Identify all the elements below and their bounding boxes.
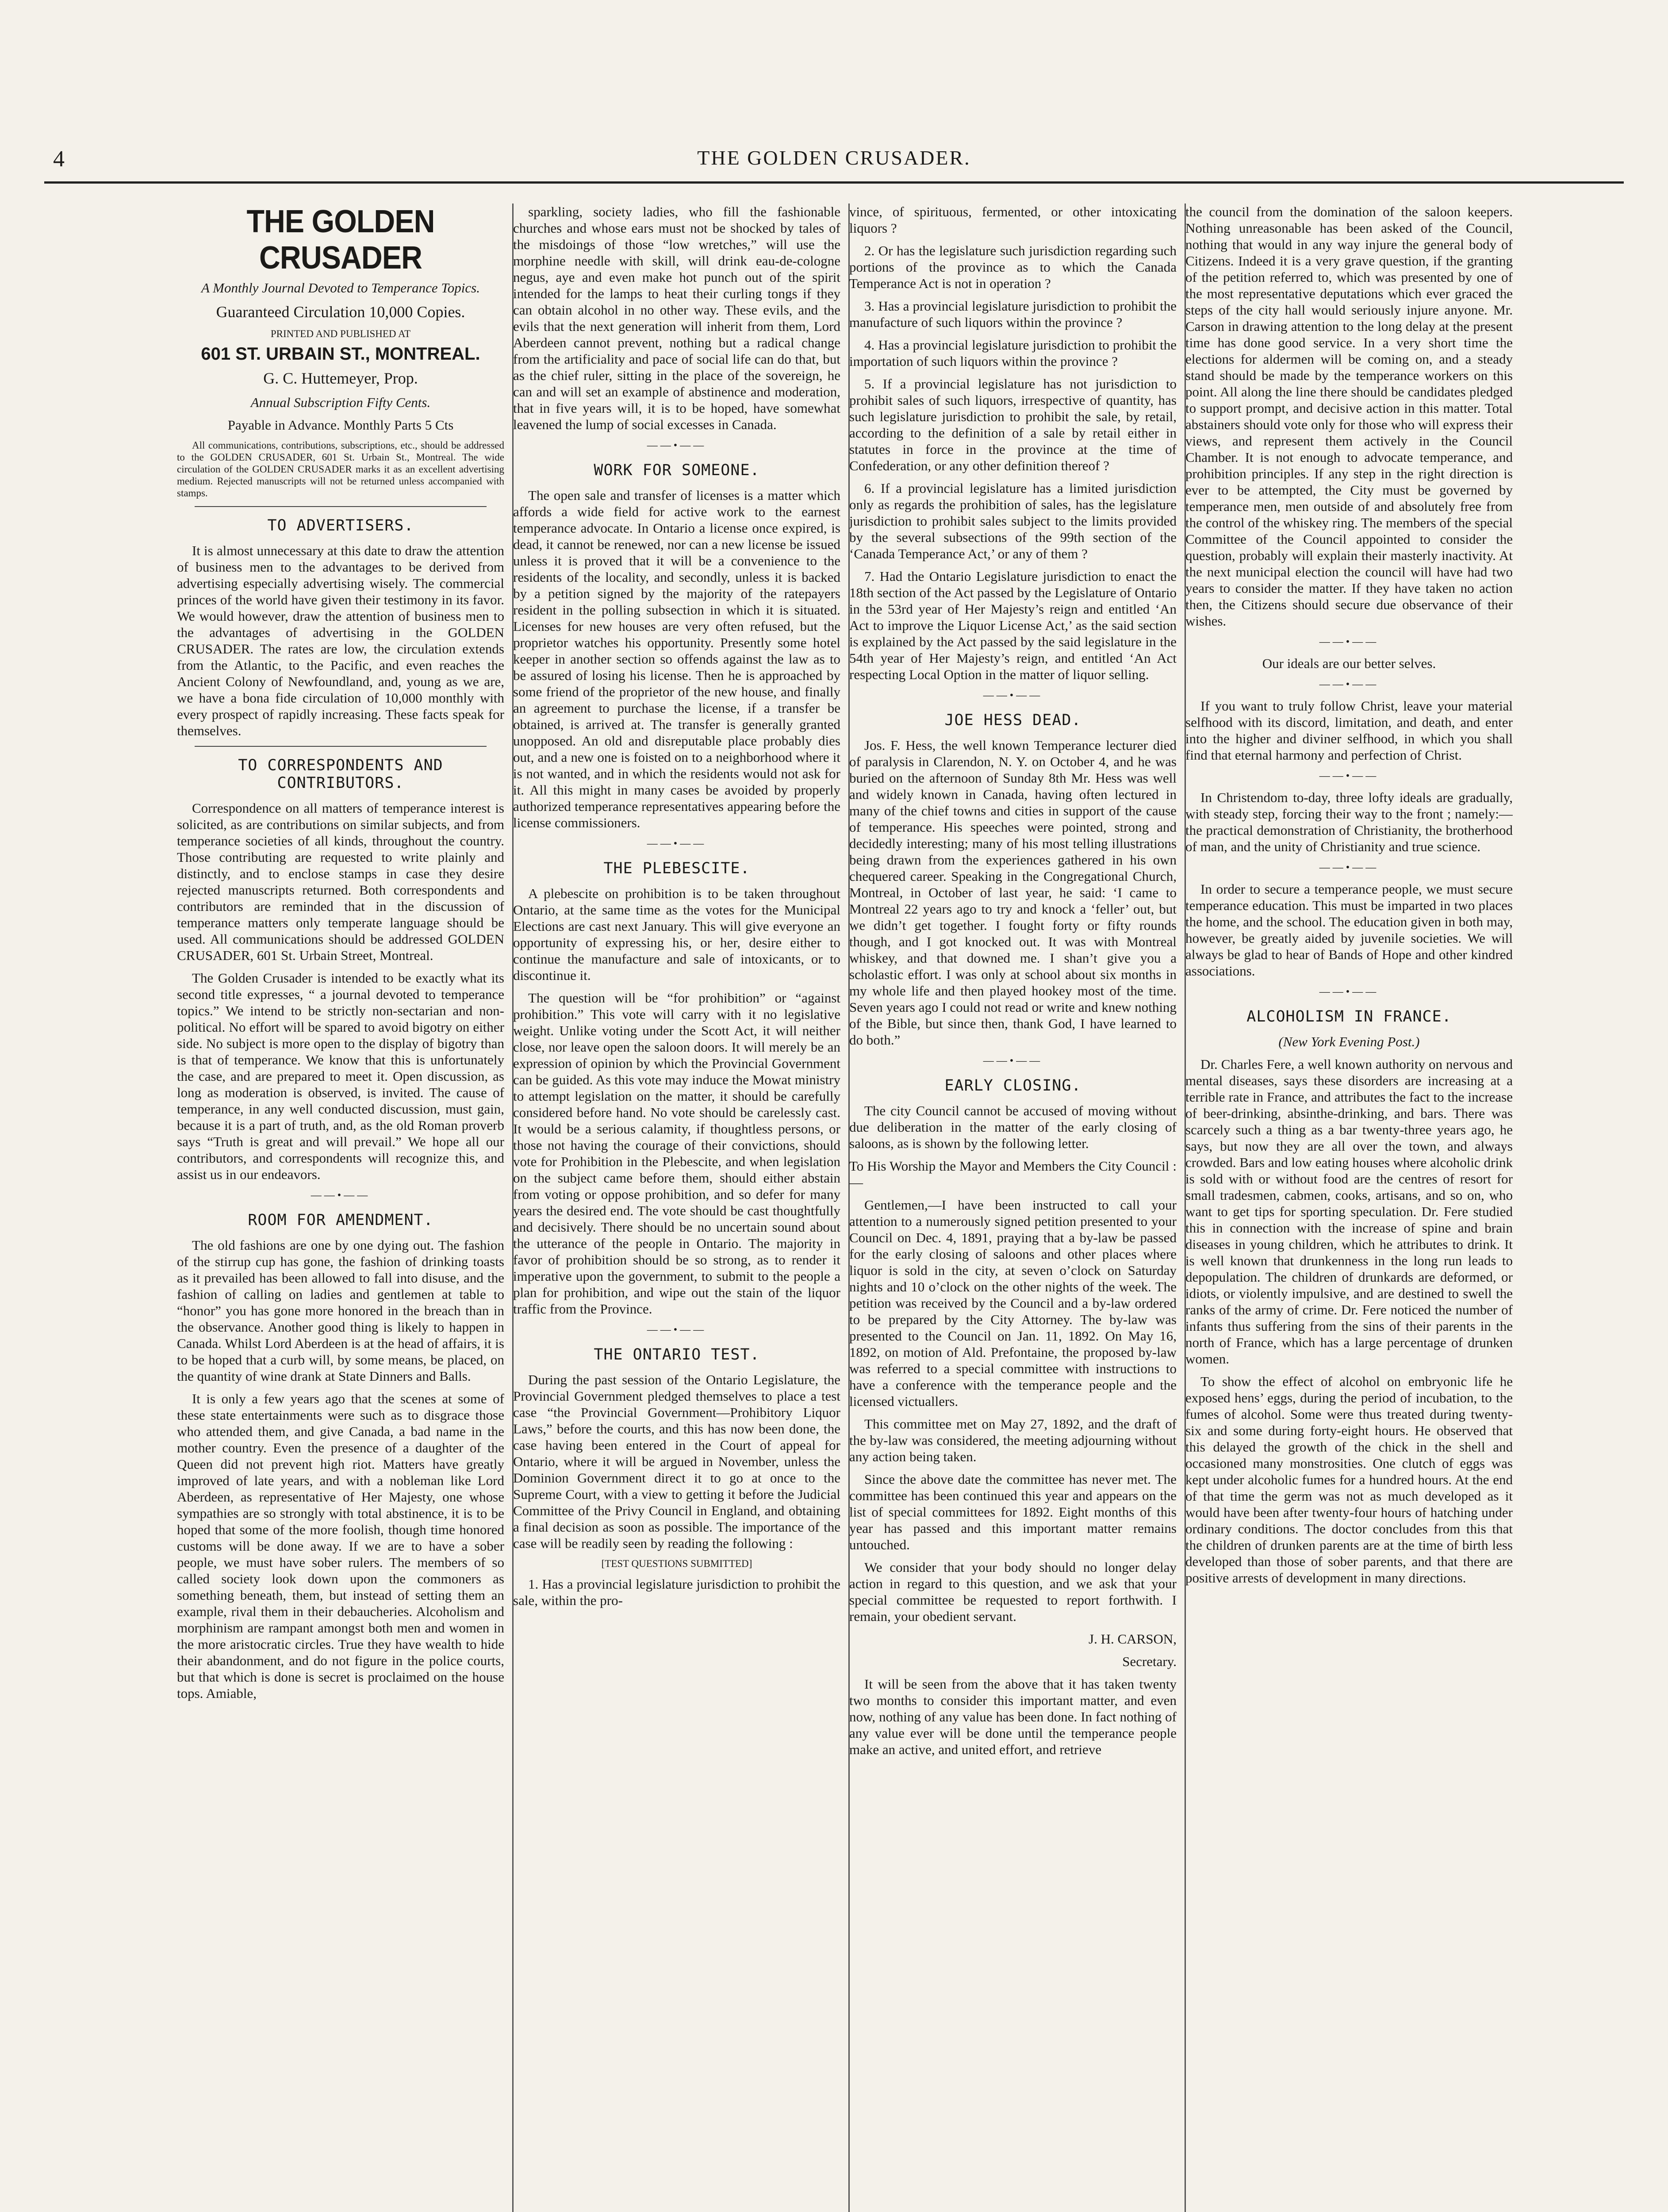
ornament: ——•—— xyxy=(1319,679,1379,690)
ornament: ——•—— xyxy=(311,1190,371,1201)
france-text: To show the effect of alcohol on embryonic life he exposed hens’ eggs, during the period of incubation, to the fumes of alcohol. Some were thus treated during twenty-six and some during forty-eight hours. He observed that this delayed the growth of the chick in the shell and occasioned many monstrosities. One clutch of eggs was kept under alcoholic fumes for a hundred hours. At the end of that time the germ was not as much developed as it would have been after twenty-four hours of hatching under ordinary conditions. The doctor concludes from this that the children of drunken parents are at the time of birth less developed than those of sober parents, and that there are positive arrests of development in many directions. xyxy=(1185,1374,1513,1586)
correspondents-heading: TO CORRESPONDENTS AND CONTRIBUTORS. xyxy=(238,757,443,792)
early-closing-text: We consider that your body should no longer delay action in regard to this question, and we ask that your special committee be requested to report forthwith. I remain, your obedient servant. xyxy=(849,1559,1177,1624)
masthead-subtitle: A Monthly Journal Devoted to Temperance Topics. xyxy=(201,280,480,296)
plebescite-text: A plebescite on prohibition is to be taken throughout Ontario, at the same time as the votes for the Municipal Elections are cast next January. This will give everyone an opportunity of expressing his, or her, desire either to continue the manufacture and sale of intoxicants, or to discontinue it. xyxy=(513,886,840,983)
divider xyxy=(195,506,487,507)
signature-title: Secretary. xyxy=(1122,1654,1177,1669)
plebescite-heading: THE PLEBESCITE. xyxy=(603,860,750,877)
christendom-text: In Christendom to-day, three lofty ideals are gradually, with steady step, forcing their way to the front ; namely:—the practical demonstration of Christianity, the brotherhood of man, and the unity of Christianity and true science. xyxy=(1185,790,1513,854)
ornament: ——•—— xyxy=(1319,770,1379,782)
printed-by: PRINTED AND PUBLISHED AT xyxy=(270,328,411,339)
ontario-test-text: During the past session of the Ontario Legislature, the Provincial Government pledged themselves to place a test case “the Provincial Government—Prohibitory Liquor Laws,” before the courts, and this has now been done, the case having been entered in the Court of appeal for Ontario, where it will be argued in November, unless the Dominion Government direct it to go at once to the Supreme Court, with a view to getting it before the Judicial Committee of the Privy Council in England, and obtaining a final decision as soon as possible. The importance of the case will be readily seen by reading the following : xyxy=(513,1372,840,1551)
early-closing-text: This committee met on May 27, 1892, and the draft of the by-law was considered, the meeting adjourning without any action being taken. xyxy=(849,1416,1177,1464)
ornament: ——•—— xyxy=(647,838,707,849)
ornament: ——•—— xyxy=(647,1324,707,1336)
work-text: The open sale and transfer of licenses is a matter which affords a wide field for active work to the earnest temperance advocate. In Ontario a license once expired, is dead, it cannot be renewed, nor can a new license be issued unless it is proved that it will be a convenience to the residents of the locality, and secondly, unless it is backed by a petition signed by the majority of the ratepayers resident in the polling subsection in which it is situated. Licenses for new houses are very often refused, but the proprietor watches his opportunity. Presently some hotel keeper in another section so offends against the law as to be assured of losing his license. Then he is approached by some friend of the proprietor of the new house, and finally an agreement to purchase the license, if a transfer be obtained, is arrived at. The transfer is generally granted unopposed. An old and disreputable place probably dies out, and a new one is foisted on to a neighborhood where it is not wanted, and in which the residents would not ask for it. All this might in many cases be avoided by properly authorized temperance representatives appearing before the license commissioners. xyxy=(513,488,840,830)
hess-heading: JOE HESS DEAD. xyxy=(944,711,1081,729)
ornament: ——•—— xyxy=(983,690,1043,701)
education-text: In order to secure a temperance people, we must secure temperance education. This must be imparted in two places the home, and the school. The education given in both may, however, be greatly aided by juvenile societies. We will always be glad to hear of Bands of Hope and other kindred associations. xyxy=(1185,881,1513,979)
correspondents-text: Correspondence on all matters of temperance interest is solicited, as are contributions on similar subjects, and from temperance societies of all kinds, throughout the country. Those contributing are requested to write plainly and distinctly, and to enclose stamps in case they desire rejected manuscripts returned. Both correspondents and contributors are reminded that in the discussion of temperance matters only temperate language should be used. All communications should be addressed GOLDEN CRUSADER, 601 St. Urbain Street, Montreal. xyxy=(177,800,504,963)
signature-name: J. H. CARSON, xyxy=(1089,1631,1177,1647)
question-5: 5. If a provincial legislature has not jurisdiction to prohibit sales of such liquors, irrespective of quantity, has such legislature jurisdiction to prohibit the sale, by retail, according to the definition of a sale by retail either in statutes in force in the province at the time of Confederation, or any other definition thereof ? xyxy=(849,376,1177,473)
ornament: ——•—— xyxy=(1319,862,1379,873)
ontario-test-heading: THE ONTARIO TEST. xyxy=(594,1346,760,1363)
column-1 xyxy=(177,204,504,2212)
ornament: ——•—— xyxy=(983,1055,1043,1067)
page-number: 4 xyxy=(53,146,65,172)
ornament: ——•—— xyxy=(1319,986,1379,998)
ideals-line: Our ideals are our better selves. xyxy=(1262,656,1436,671)
advertisers-heading: TO ADVERTISERS. xyxy=(267,517,414,534)
amendment-heading: ROOM FOR AMENDMENT. xyxy=(248,1211,433,1229)
question-1-cont: vince, of spirituous, fermented, or other intoxicating liquors ? xyxy=(849,204,1177,236)
page-header xyxy=(44,146,1624,184)
masthead-notes: All communications, contributions, subscriptions, etc., should be addressed to the GOLDEN CRUSADER, 601 St. Urbain St., Montreal. The wide circulation of the GOLDEN CRUSADER marks it as an excellent advertising medium. Rejected manuscripts will not be returned unless accompanied with stamps. xyxy=(177,440,504,499)
early-closing-text: Since the above date the committee has never met. The committee has been continued this year and appears on the list of special committees for 1892. Eight months of this year has passed and this important matter remains untouched. xyxy=(849,1471,1177,1552)
intro-text: The Golden Crusader is intended to be exactly what its second title expresses, “ a journal devoted to temperance topics.” We intend to be strictly non-sectarian and non-political. No effort will be spared to avoid bigotry on either side. No subject is more open to the display of bigotry than is that of temperance. We know that this is unfortunately the case, and are prepared to meet it. Open discussion, as long as moderation is observed, is invited. The cause of temperance, in any well conducted discussion, must gain, because it is a part of truth, and, as the old Roman proverb says “Truth is great and will prevail.” We hope all our contributors, and correspondents will recognize this, and assist us in our endeavors. xyxy=(177,970,504,1182)
ornament: ——•—— xyxy=(1319,636,1379,648)
ornament: ——•—— xyxy=(647,440,707,451)
early-closing-salutation: To His Worship the Mayor and Members the City Council :— xyxy=(849,1158,1177,1190)
continued-text: sparkling, society ladies, who fill the fashionable churches and whose ears must not be shocked by tales of the misdoings of those “low wretches,” will use the morphine needle with skill, will drink eau-de-cologne negus, aye and even make hot punch out of the spirit intended for the lamps to heat their curling tongs if they can obtain alcohol in no other way. These evils, and the evils that the next generation will inherit from them, Lord Aberdeen cannot prevent, nothing but a radical change from the artificiality and pace of social life can do that, but as the chief ruler, sitting in the place of the sovereign, he can and will set an example of abstinence and moderation, that in five years will, it is to be hoped, have somewhat leavened the lump of social excesses in Canada. xyxy=(513,204,840,432)
france-heading: ALCOHOLISM IN FRANCE. xyxy=(1246,1008,1452,1025)
running-title: THE GOLDEN CRUSADER. xyxy=(697,146,971,169)
publisher-address: 601 ST. URBAIN ST., MONTREAL. xyxy=(201,344,480,364)
column-2 xyxy=(513,204,840,2212)
column-4 xyxy=(1185,204,1513,2212)
question-3: 3. Has a provincial legislature jurisdiction to prohibit the manufacture of such liquors within the province ? xyxy=(849,298,1177,330)
christ-text: If you want to truly follow Christ, leave your material selfhood with its discord, limitation, and death, and enter into the higher and diviner selfhood, in which you shall find that eternal harmony and perfection of Christ. xyxy=(1185,698,1513,763)
continued-text: the council from the domination of the saloon keepers. Nothing unreasonable has been asked of the Council, nothing that would in any way injure the general body of Citizens. Indeed it is a very grave question, if the granting of the petition referred to, which was presented by one of the most representative deputations which ever graced the steps of the city hall would seriously injure anyone. Mr. Carson in drawing attention to the long delay at the present time has done good service. In a very short time the elections for aldermen will be coming on, and a steady stand should be made by the temperance workers on this point. All along the line there should be candidates pledged to support prompt, and decisive action in this matter. Total abstainers should vote only for those who will express their views, and represent them actively in the Council Chamber. It is not enough to advocate temperance, and prohibition principles. If any step in the right direction is ever to be attempted, the City must be governed by temperance men, men outside of and absolutely free from the control of the whiskey ring. The members of the special Committee of the Council appointed to consider the question, probably will explain their masterly inactivity. At the next municipal election the council will have had two years to consider the matter. If they have taken no action then, the Citizens should secure due observance of their wishes. xyxy=(1185,204,1513,629)
question-4: 4. Has a provincial legislature jurisdiction to prohibit the importation of such liquors within the province ? xyxy=(849,337,1177,369)
advertisers-text: It is almost unnecessary at this date to draw the attention of business men to the advantages to be derived from advertising especially advertising wisely. The commercial princes of the world have given their testimony in its favor. We would however, draw the attention of business men to the advantages of advertising in the GOLDEN CRUSADER. The rates are low, the circulation extends from the Atlantic, to the Pacific, and even reaches the Ancient Colony of Newfoundland, and, young as we are, we have a bona fide circulation of 10,000 monthly with every prospect of rapidly increasing. These facts speak for themselves. xyxy=(177,543,504,738)
early-closing-text: It will be seen from the above that it has taken twenty two months to consider this important matter, and even now, nothing of any value has been done. In fact nothing of any value ever will be done until the temperance people make an active, and united effort, and retrieve xyxy=(849,1676,1177,1757)
proprietor: G. C. Huttemeyer, Prop. xyxy=(263,369,418,387)
plebescite-text: The question will be “for prohibition” or “against prohibition.” This vote will carry with it no legislative weight. Unlike voting under the Scott Act, it will neither close, nor leave open the saloon doors. It will merely be an expression of opinion by which the Provincial Government can be guided. As this vote may induce the Mowat ministry to attempt legislation on the matter, it should be carefully considered before hand. No vote should be carelessly cast. It would be a serious calamity, if thoughtless persons, or those not having the courage of their convictions, should vote for Prohibition in the Plebescite, and when legislation on the subject came before them, should either abstain from voting or oppose prohibition, and so defer for many years the desired end. The vote should be cast thoughtfully and decisively. There should be no uncertain sound about the utterance of the people in Ontario. The majority in favor of prohibition should be so strong, as to render it imperative upon the government, to submit to the people a plan for prohibition, and wipe out the stain of the liquor traffic from the Province. xyxy=(513,990,840,1317)
early-closing-text: Gentlemen,—I have been instructed to call your attention to a numerously signed petition presented to your Council on Dec. 4, 1891, praying that a by-law be passed for the early closing of saloons and other places where liquor is sold in the city, at seven o’clock on Saturday nights and 10 o’clock on the other nights of the week. The petition was received by the Council and a by-law ordered to be prepared by the City Attorney. The by-law was presented to the Council on Jan. 11, 1892. On May 16, 1892, on motion of Ald. Prefontaine, the proposed by-law was referred to a special committee with instructions to have a conference with the temperance people and the licensed victuallers. xyxy=(849,1197,1177,1409)
masthead-title: THE GOLDEN CRUSADER xyxy=(246,204,435,276)
test-questions-label: [TEST QUESTIONS SUBMITTED] xyxy=(601,1558,752,1569)
column-3 xyxy=(849,204,1177,2212)
early-closing-text: The city Council cannot be accused of moving without due deliberation in the matter of the early closing of saloons, as is shown by the following letter. xyxy=(849,1103,1177,1151)
subscription: Annual Subscription Fifty Cents. xyxy=(250,395,431,410)
amendment-text: It is only a few years ago that the scenes at some of these state entertainments were such as to disgrace those who attended them, and give Canada, a bad name in the mother country. Even the presence of a daughter of the Queen did not prevent high riot. Matters have greatly improved of late years, and with a nobleman like Lord Aberdeen, as representative of Her Majesty, one whose sympathies are so strongly with total abstinence, it is to be hoped that some of the more foolish, though time honored customs will be done away. If we are to have a sober people, we must have sober rulers. The members of so called society look down upon the commoners as something beneath, them, but instead of setting them an example, rival them in their debaucheries. Alcoholism and morphinism are rampant amongst both men and women in the more aristocratic circles. True they have wealth to hide their abandonment, and do not figure in the police courts, but that which is done is secret is proclaimed on the house tops. Amiable, xyxy=(177,1391,504,1701)
question-1: 1. Has a provincial legislature jurisdiction to prohibit the sale, within the pro- xyxy=(513,1576,840,1608)
circulation: Guaranteed Circulation 10,000 Copies. xyxy=(216,303,465,321)
question-7: 7. Had the Ontario Legislature jurisdiction to enact the 18th section of the Act passed by the Legislature of Ontario in the 53rd year of Her Majesty’s reign and entitled ‘An Act to improve the Liquor License Act,’ as the said section is explained by the Act passed by the said legislature in the 54th year of Her Majesty’s reign, and entitled ‘An Act respecting Local Option in the matter of liquor selling. xyxy=(849,568,1177,682)
payable: Payable in Advance. Monthly Parts 5 Cts xyxy=(227,417,454,433)
work-heading: WORK FOR SOMEONE. xyxy=(594,461,760,479)
early-closing-heading: EARLY CLOSING. xyxy=(944,1077,1081,1094)
question-2: 2. Or has the legislature such jurisdiction regarding such portions of the province as to which the Canada Temperance Act is not in operation ? xyxy=(849,243,1177,291)
question-6: 6. If a provincial legislature has a limited jurisdiction only as regards the prohibition of sales, has the legislature jurisdiction to prohibit sales subject to the limits provided by the several subsections of the 99th section of the ‘Canada Temperance Act,’ or any of them ? xyxy=(849,480,1177,561)
amendment-text: The old fashions are one by one dying out. The fashion of the stirrup cup has gone, the fashion of drinking toasts as it prevailed has been allowed to fall into disuse, and the fashion of calling on ladies and gentlemen at table to “honor” you has gone more honored in the breach than in the observance. Another good thing is likely to happen in Canada. Whilst Lord Aberdeen is at the head of affairs, it is to be hoped that a curb will, by some means, be placed, on the quantity of wine drank at State Dinners and Balls. xyxy=(177,1237,504,1384)
hess-text: Jos. F. Hess, the well known Temperance lecturer died of paralysis in Clarendon, N. Y. on October 4, and he was buried on the afternoon of Sunday 8th Mr. Hess was well and widely known in Canada, having often lectured in many of the chief towns and cities in support of the cause of temperance. His speeches were pointed, strong and decidedly interesting; many of his most telling illustrations being drawn from the experiences gathered in his own chequered career. Speaking in the Congregational Church, Montreal, in October of last year, he said: ‘I came to Montreal 22 years ago to try and knock a ‘feller’ out, but we didn’t get together. I fought forty or fifty rounds though, and I got knocked out. It was with Montreal whiskey, and that downed me. I shan’t give you a scholastic effort. I was only at school about six months in my whole life and then played hookey most of the time. Seven years ago I could not read or write and knew nothing of the Bible, but since then, thank God, I have learned to do both.” xyxy=(849,737,1177,1048)
divider xyxy=(195,746,487,747)
france-text: Dr. Charles Fere, a well known authority on nervous and mental diseases, says these disorders are increasing at a terrible rate in France, and attributes the fact to the increase of beer-drinking, absinthe-drinking, and bars. There was scarcely such a thing as a bar twenty-three years ago, he says, but now they are all over the town, and always crowded. Bars and low eating houses where alcoholic drink is sold with or without food are the centres of resort for small tradesmen, cabmen, cooks, artisans, and so on, who want to get tips for sporting speculation. Dr. Fere studied this in connection with the increase of spine and brain diseases in young children, which he attributes to drink. It is well known that drunkenness in the long run leads to depopulation. The children of drunkards are deformed, or idiots, or violently impulsive, and are destined to swell the ranks of the army of crime. Dr. Fere noticed the number of infants thus suffering from the sins of their parents in the north of France, which has a large percentage of drunken women. xyxy=(1185,1056,1513,1367)
france-source: (New York Evening Post.) xyxy=(1278,1034,1420,1049)
columns xyxy=(177,204,1513,2212)
